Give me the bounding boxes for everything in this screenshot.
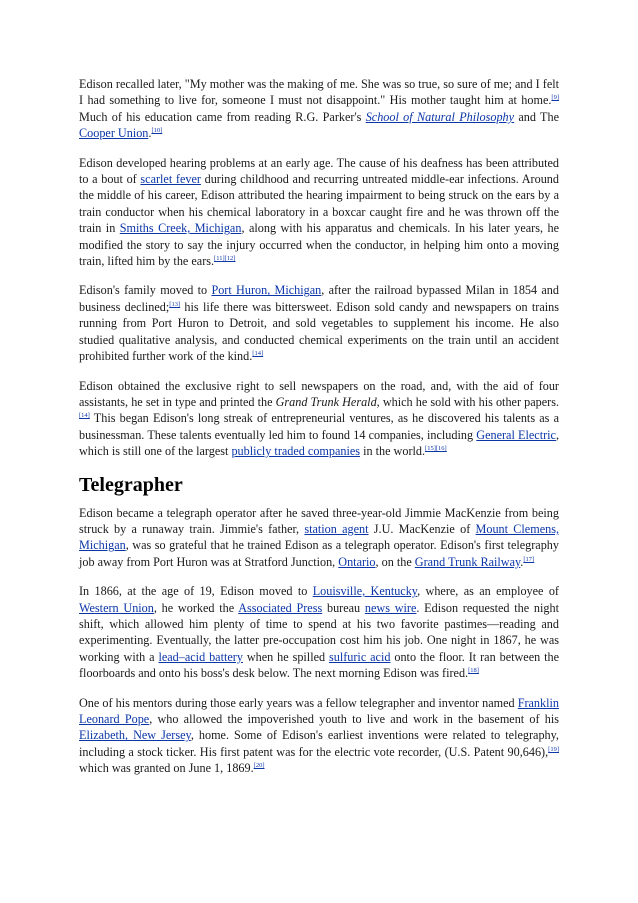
text: . — [148, 126, 152, 141]
link-school-of-natural-philosophy[interactable]: School of Natural Philosophy — [365, 109, 515, 124]
text: J.U. MacKenzie of — [368, 521, 476, 536]
link-sulfuric-acid[interactable]: sulfuric acid — [329, 649, 391, 664]
paragraph-telegraph-operator — [79, 505, 559, 571]
paragraph-mentors — [79, 695, 559, 777]
text: in the world. — [360, 444, 426, 459]
link-grand-trunk-railway[interactable]: Grand Trunk Railway — [414, 554, 521, 569]
link-franklin-leonard-pope[interactable]: Franklin Leonard Pope — [79, 695, 559, 726]
text: , along with his apparatus and chemicals. In his later years, he modified the story to say the injury occurred when the conductor, in helping him onto a moving train, lifted him by the ears. — [79, 221, 559, 269]
grand-trunk-herald: Grand Trunk Herald — [275, 394, 377, 409]
paragraph-newspapers — [79, 378, 559, 460]
link-port-huron[interactable]: Port Huron, Michigan — [211, 283, 322, 298]
text: , who allowed the impoverished youth to live and work in the basement of his — [149, 712, 559, 726]
document-page — [79, 76, 559, 790]
link-ontario[interactable]: Ontario — [338, 554, 376, 569]
text: . — [520, 554, 524, 569]
link-news-wire[interactable]: news wire — [364, 600, 417, 615]
citation-14b[interactable]: [14] — [79, 412, 90, 420]
text: Edison's family moved to — [79, 283, 212, 298]
text: and The — [514, 109, 560, 124]
paragraph-port-huron — [79, 282, 559, 364]
link-cooper-union[interactable]: Cooper Union — [79, 126, 149, 141]
text: Edison obtained the exclusive right to sell newspapers on the road, and, with the aid of four assistants, he set in type and printed the — [79, 378, 559, 409]
link-lead-acid-battery[interactable]: lead–acid battery — [158, 649, 243, 664]
citation-11-12[interactable]: [11][12] — [214, 255, 236, 263]
link-publicly-traded-companies[interactable]: publicly traded companies — [231, 444, 361, 459]
text: Edison recalled later, "My mother was the making of me. She was so true, so sure of me; and I felt I had something to live for, someone I must not disappoint." His mother taught him at home. — [79, 77, 560, 108]
text: One of his mentors during those early years was a fellow telegrapher and inventor named — [79, 695, 518, 710]
text: bureau — [322, 600, 365, 615]
link-louisville[interactable]: Louisville, Kentucky — [312, 584, 418, 599]
text: his life there was bittersweet. Edison sold candy and newspapers on trains running from Port Huron to Detroit, and sold vegetables to supplement his income. He also studied qualitative analysis, and conducted chemical experiments on the train until an accident prohibited further work of the kind. — [79, 299, 559, 364]
link-scarlet-fever[interactable]: scarlet fever — [140, 172, 201, 187]
link-elizabeth-new-jersey[interactable]: Elizabeth, New Jersey — [79, 728, 191, 743]
text: Edison became a telegraph operator after he saved three-year-old Jimmie MacKenzie from being struck by a runaway train. Jimmie's father, — [79, 505, 559, 536]
text: , which he sold with his other papers. — [376, 394, 559, 409]
citation-19[interactable]: [19] — [548, 745, 559, 753]
citation-20[interactable]: [20] — [253, 762, 265, 770]
text: Edison developed hearing problems at an early age. The cause of his deafness has been attributed to a bout of — [79, 155, 559, 187]
text: when he spilled — [242, 649, 329, 664]
link-general-electric[interactable]: General Electric — [476, 427, 556, 442]
citation-14[interactable]: [14] — [252, 350, 264, 358]
section-heading-telegrapher: Telegrapher — [79, 473, 183, 496]
citation-15-16[interactable]: [15][16] — [425, 445, 447, 453]
link-smiths-creek[interactable]: Smiths Creek, Michigan — [119, 221, 242, 236]
paragraph-louisville — [79, 583, 559, 681]
text: onto the floor. It ran between the floorboards and onto his boss's desk below. The next morning Edison was fired. — [79, 649, 560, 681]
text: In 1866, at the age of 19, Edison moved to — [79, 584, 313, 599]
link-associated-press[interactable]: Associated Press — [238, 600, 323, 615]
text: Much of his education came from reading R.G. Parker's — [79, 109, 366, 124]
text: , home. Some of Edison's earliest inventions were related to telegraphy, including a stock ticker. His first patent was for the electric vote recorder, (U.S. Patent 90,646), — [79, 728, 559, 759]
paragraph-education — [79, 76, 559, 142]
citation-10[interactable]: [10] — [151, 127, 163, 135]
link-mount-clemens[interactable]: Mount Clemens, Michigan — [79, 521, 559, 553]
text: , after the railroad bypassed Milan in 1854 and business declined; — [79, 283, 559, 314]
citation-17[interactable]: [17] — [523, 555, 535, 563]
citation-13[interactable]: [13] — [169, 300, 181, 308]
text: , on the — [375, 554, 415, 569]
link-western-union[interactable]: Western Union — [79, 600, 154, 615]
text: , was so grateful that he trained Edison as a telegraph operator. Edison's first telegraphy job away from Port Huron was at Stratford Junction, — [79, 538, 559, 569]
text: , he worked the — [153, 600, 239, 615]
text: which was granted on June 1, 1869. — [79, 761, 254, 776]
citation-9[interactable]: [9] — [551, 94, 559, 102]
text: , where, as an employee of — [417, 584, 559, 599]
citation-18[interactable]: [18] — [468, 667, 479, 675]
text: This began Edison's long streak of entrepreneurial ventures, as he discovered his talents as a businessman. These talents eventually led him to found 14 companies, including — [79, 411, 559, 442]
text: . Edison requested the night shift, which allowed him plenty of time to spend at his two favorite pastimes—reading and experimenting. Eventually, the latter pre-occupation cost him his job. One night in 1867, he was working with a — [79, 600, 559, 664]
text: during childhood and recurring untreated middle-ear infections. Around the middle of his career, Edison attributed the hearing impairment to being struck on the ears by a train conductor when his chemical laboratory in a boxcar caught fire and he was thrown off the train in — [79, 172, 559, 236]
paragraph-hearing — [79, 155, 559, 270]
link-station-agent[interactable]: station agent — [304, 521, 369, 536]
text: , which is still one of the largest — [79, 427, 559, 459]
